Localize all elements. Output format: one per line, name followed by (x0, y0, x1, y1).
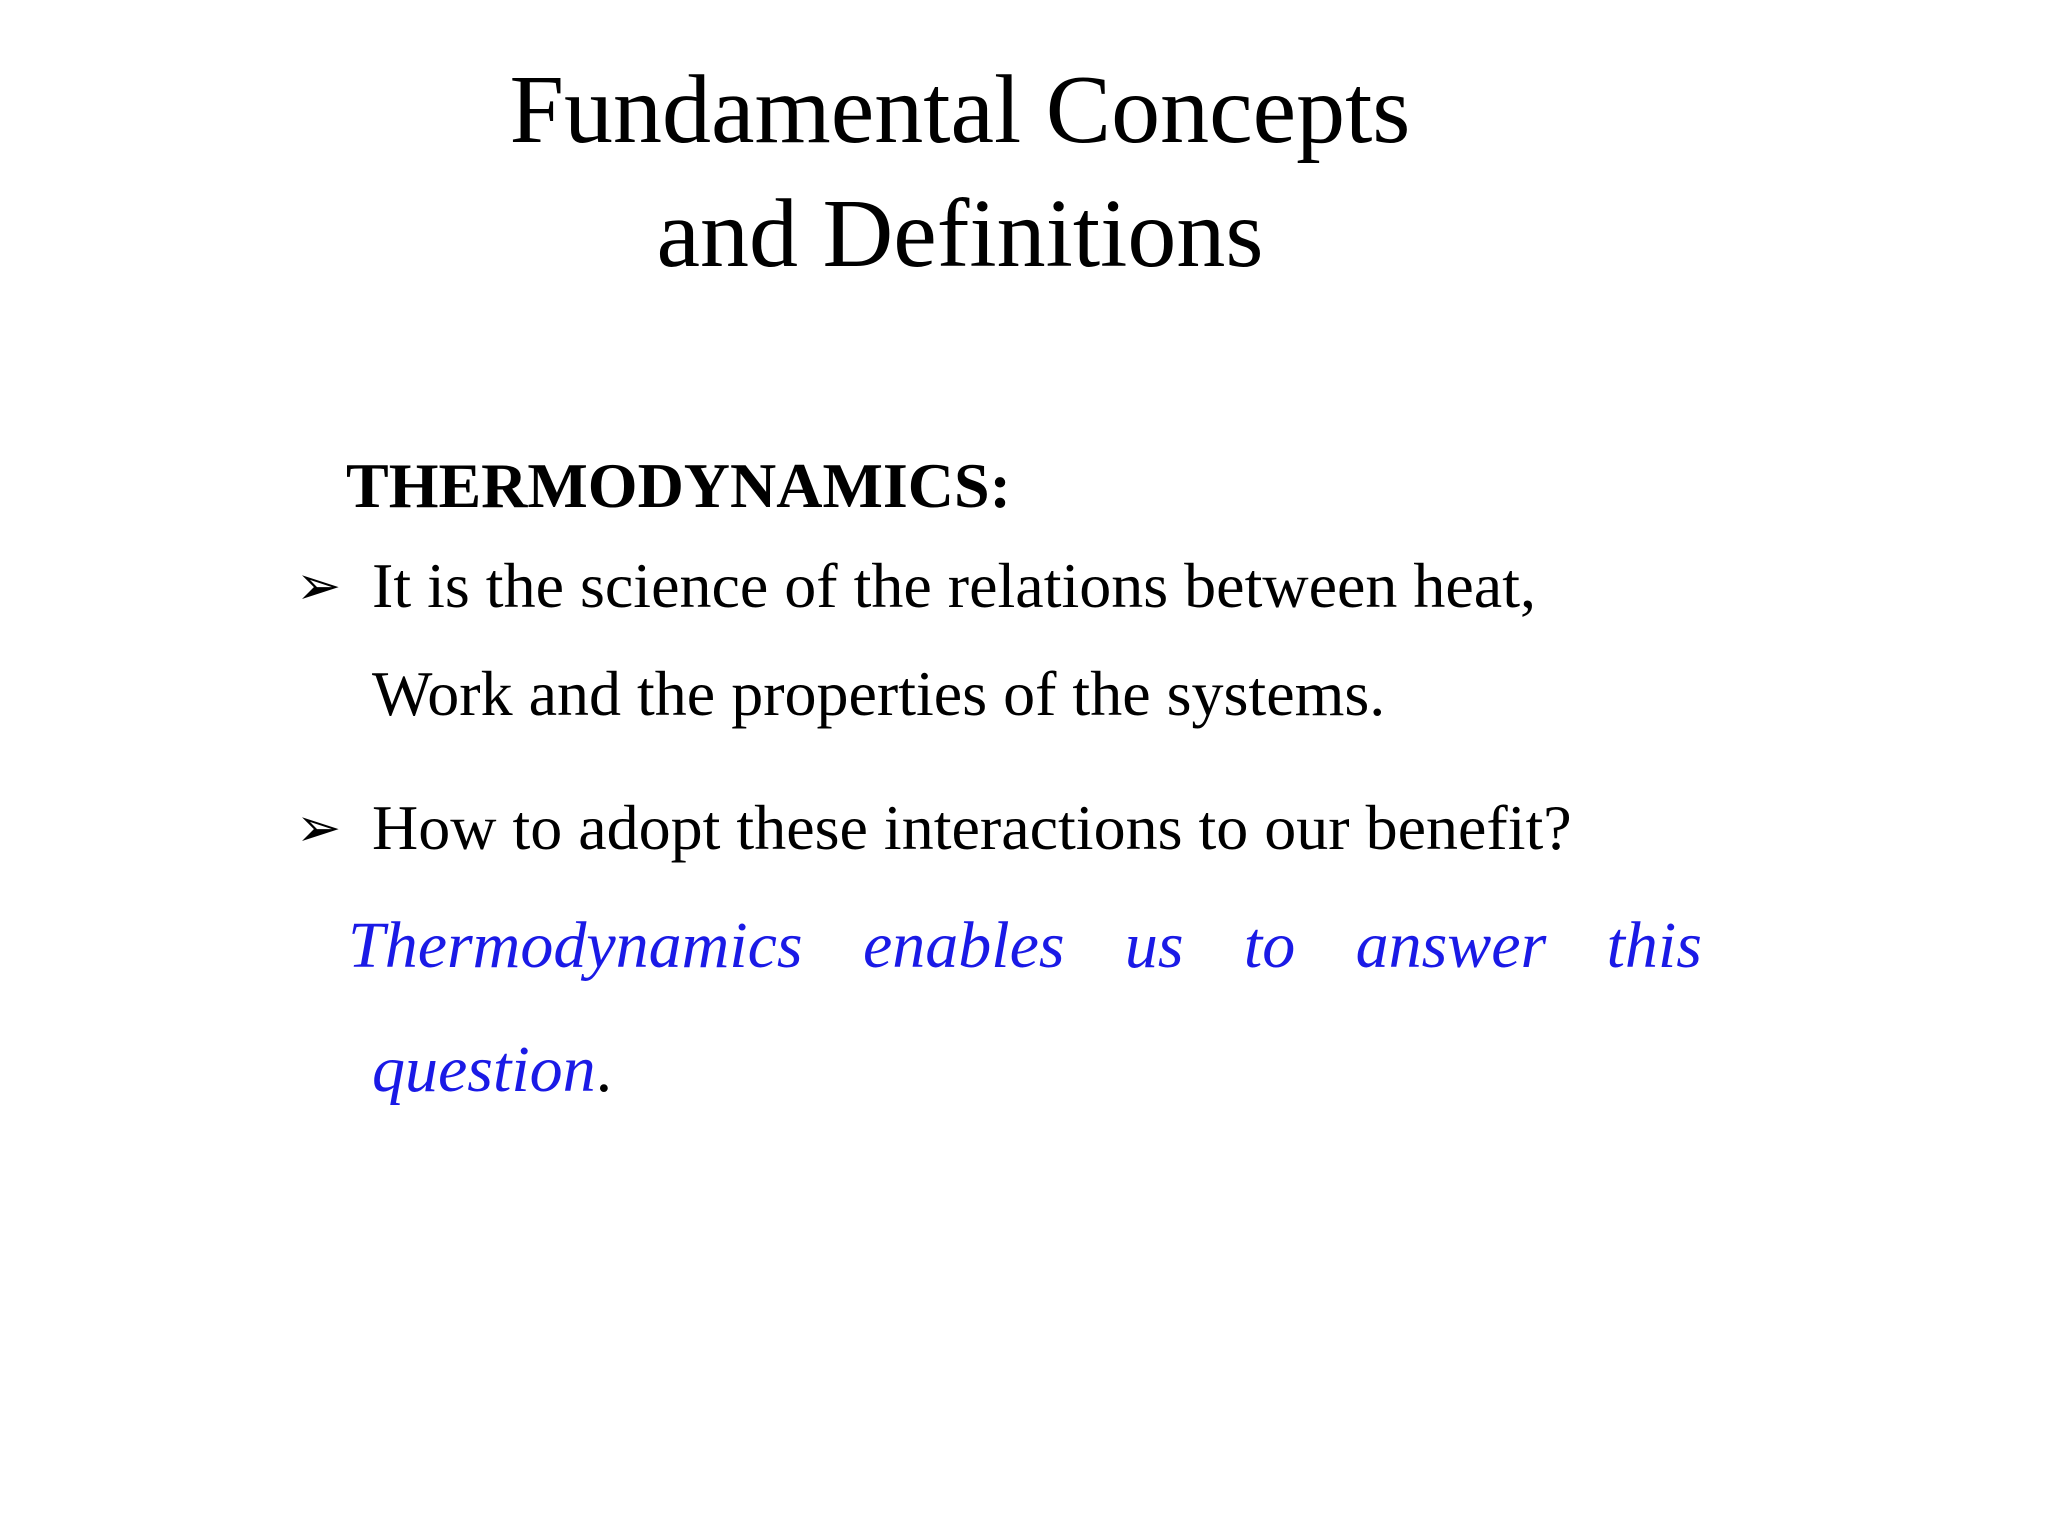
slide-title (0, 48, 1920, 296)
arrow-bullet-icon: ➢ (296, 554, 342, 617)
section-heading: THERMODYNAMICS: (346, 450, 1011, 521)
emphasis-line-1 (348, 906, 1702, 986)
slide-title-line-2: and Definitions (656, 180, 1264, 288)
emphasis-word: to (1243, 909, 1296, 982)
slide-title-line-1: Fundamental Concepts (509, 56, 1411, 164)
bullet-text-2: How to adopt these interactions to our benefit? (372, 792, 1572, 863)
emphasis-word: us (1124, 909, 1184, 982)
emphasis-last-word: question (372, 1033, 596, 1106)
emphasis-word: Thermodynamics (348, 909, 803, 982)
arrow-bullet-icon: ➢ (296, 796, 342, 859)
emphasis-period: . (595, 1033, 613, 1106)
bullet-text-1-continuation: Work and the properties of the systems. (372, 658, 1386, 729)
emphasis-word: this (1606, 909, 1702, 982)
emphasis-word: enables (862, 909, 1065, 982)
bullet-text-1: It is the science of the relations between heat, (372, 550, 1536, 621)
emphasis-word: answer (1355, 909, 1547, 982)
emphasis-line-2 (372, 1030, 612, 1110)
